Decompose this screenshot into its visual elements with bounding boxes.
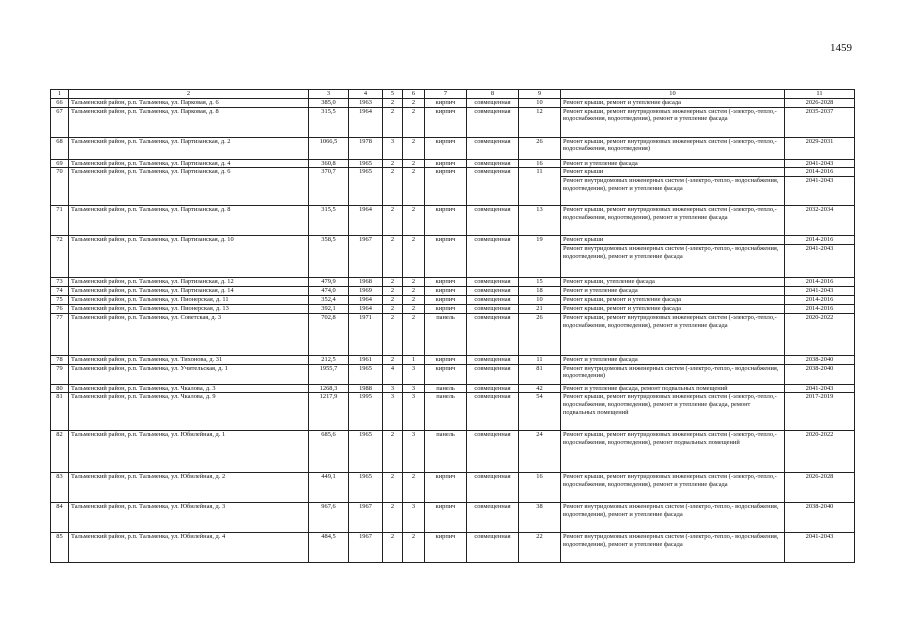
header-cell: 4: [349, 90, 383, 99]
repair-works-cell: [561, 168, 785, 206]
table-row: [51, 431, 855, 473]
repair-period-item: 2041-2043: [785, 244, 854, 253]
row-number: 75: [51, 296, 69, 305]
header-cell: 2: [69, 90, 309, 99]
repair-works-cell: [561, 304, 785, 313]
row-number: 78: [51, 355, 69, 364]
apartments-cell: 12: [519, 107, 561, 137]
repair-works-cell: [561, 137, 785, 159]
wall-material-cell: кирпич: [425, 473, 467, 503]
floors-cell: 2: [383, 236, 403, 278]
address-cell: Тальменский район, р.п. Тальменка, ул. Партизанская, д. 14: [69, 287, 309, 296]
header-cell: 10: [561, 90, 785, 99]
entrances-cell: 2: [403, 296, 425, 305]
wall-material-cell: кирпич: [425, 296, 467, 305]
repair-period-item: 2026-2028: [805, 473, 834, 481]
header-cell: 6: [403, 90, 425, 99]
table-row: [51, 304, 855, 313]
roof-type-cell: совмещенная: [467, 296, 519, 305]
apartments-cell: 26: [519, 137, 561, 159]
apartments-cell: 16: [519, 473, 561, 503]
wall-material-cell: кирпич: [425, 159, 467, 168]
floors-cell: 2: [383, 473, 403, 503]
repair-period-item: 2014-2016: [805, 304, 834, 312]
area-cell: 358,5: [309, 236, 349, 278]
year-cell: 1968: [349, 278, 383, 287]
address-cell: Тальменский район, р.п. Тальменка, ул. Тихонова, д. 31: [69, 355, 309, 364]
entrances-cell: 2: [403, 206, 425, 236]
repair-period-cell: [785, 304, 855, 313]
repair-work-item: Ремонт крыши, ремонт внутридомовых инженерных систем (-электро,-тепло,- водоснабжения, водоотведения), ремонт и утепление фасада: [563, 107, 777, 123]
row-number: 68: [51, 137, 69, 159]
header-row: [51, 90, 855, 99]
area-cell: 685,6: [309, 431, 349, 473]
floors-cell: 2: [383, 98, 403, 107]
repair-period-cell: [785, 287, 855, 296]
row-number: 71: [51, 206, 69, 236]
repair-works-cell: [561, 98, 785, 107]
address-cell: Тальменский район, р.п. Тальменка, ул. Партизанская, д. 8: [69, 206, 309, 236]
entrances-cell: 2: [403, 304, 425, 313]
page-number: 1459: [830, 42, 852, 54]
repair-period-item: 2041-2043: [805, 287, 834, 295]
year-cell: 1965: [349, 168, 383, 206]
year-cell: 1967: [349, 236, 383, 278]
address-cell: Тальменский район, р.п. Тальменка, ул. Парковая, д. 8: [69, 107, 309, 137]
table-row: [51, 159, 855, 168]
roof-type-cell: совмещенная: [467, 533, 519, 563]
table-row: [51, 384, 855, 393]
floors-cell: 2: [383, 159, 403, 168]
repair-works-cell: [561, 278, 785, 287]
repair-period-item: 2038-2040: [805, 364, 834, 372]
area-cell: 370,7: [309, 168, 349, 206]
year-cell: 1961: [349, 355, 383, 364]
apartments-cell: 26: [519, 313, 561, 355]
entrances-cell: 3: [403, 431, 425, 473]
repair-works-cell: [561, 287, 785, 296]
entrances-cell: 3: [403, 384, 425, 393]
apartments-cell: 11: [519, 355, 561, 364]
wall-material-cell: кирпич: [425, 107, 467, 137]
year-cell: 1965: [349, 473, 383, 503]
row-number: 84: [51, 503, 69, 533]
floors-cell: 4: [383, 364, 403, 384]
repair-period-cell: [785, 533, 855, 563]
entrances-cell: 2: [403, 98, 425, 107]
row-number: 72: [51, 236, 69, 278]
repair-period-cell: [785, 364, 855, 384]
repair-period-cell: [785, 355, 855, 364]
year-cell: 1964: [349, 304, 383, 313]
header-cell: 5: [383, 90, 403, 99]
address-cell: Тальменский район, р.п. Тальменка, ул. Пионерская, д. 11: [69, 296, 309, 305]
repair-works-cell: [561, 206, 785, 236]
year-cell: 1978: [349, 137, 383, 159]
wall-material-cell: кирпич: [425, 533, 467, 563]
header-cell: 1: [51, 90, 69, 99]
repair-work-item: Ремонт и утепление фасада: [563, 355, 638, 363]
address-cell: Тальменский район, р.п. Тальменка, ул. Пионерская, д. 13: [69, 304, 309, 313]
repair-works-cell: [561, 431, 785, 473]
roof-type-cell: совмещенная: [467, 206, 519, 236]
repair-works-cell: [561, 107, 785, 137]
year-cell: 1971: [349, 313, 383, 355]
repair-period-item: 2038-2040: [805, 355, 834, 363]
wall-material-cell: кирпич: [425, 98, 467, 107]
repair-period-cell: [785, 384, 855, 393]
floors-cell: 2: [383, 533, 403, 563]
apartments-cell: 18: [519, 287, 561, 296]
repair-period-cell: [785, 137, 855, 159]
year-cell: 1965: [349, 159, 383, 168]
repair-works-cell: [561, 236, 785, 278]
repair-work-item: Ремонт крыши, ремонт внутридомовых инженерных систем (-электро,-тепло,- водоснабжения, водоотведения), ремонт и утепление фасада: [563, 313, 777, 329]
row-number: 73: [51, 278, 69, 287]
floors-cell: 2: [383, 503, 403, 533]
row-number: 69: [51, 159, 69, 168]
year-cell: 1988: [349, 384, 383, 393]
wall-material-cell: кирпич: [425, 355, 467, 364]
repair-works-cell: [561, 313, 785, 355]
entrances-cell: 2: [403, 107, 425, 137]
entrances-cell: 2: [403, 287, 425, 296]
header-cell: 7: [425, 90, 467, 99]
address-cell: Тальменский район, р.п. Тальменка, ул. Партизанская, д. 2: [69, 137, 309, 159]
repair-work-item: Ремонт крыши, ремонт и утепление фасада: [563, 304, 681, 312]
repair-period-cell: [785, 168, 855, 206]
repair-works-cell: [561, 473, 785, 503]
area-cell: 967,6: [309, 503, 349, 533]
apartments-cell: 38: [519, 503, 561, 533]
area-cell: 360,8: [309, 159, 349, 168]
wall-material-cell: кирпич: [425, 364, 467, 384]
repair-work-item: Ремонт крыши, ремонт внутридомовых инженерных систем (-электро,-тепло,- водоснабжения, водоотведения), ремонт и утепление фасада: [563, 206, 777, 222]
repair-period-item: 2017-2019: [805, 393, 834, 401]
wall-material-cell: кирпич: [425, 168, 467, 206]
year-cell: 1964: [349, 296, 383, 305]
apartments-cell: 10: [519, 296, 561, 305]
table-row: [51, 107, 855, 137]
floors-cell: 2: [383, 304, 403, 313]
row-number: 85: [51, 533, 69, 563]
repair-work-item: Ремонт и утепление фасада: [563, 159, 638, 167]
row-number: 81: [51, 393, 69, 431]
repair-period-item: 2041-2043: [805, 533, 834, 541]
area-cell: 352,4: [309, 296, 349, 305]
apartments-cell: 10: [519, 98, 561, 107]
entrances-cell: 3: [403, 503, 425, 533]
repair-work-item: Ремонт крыши: [563, 236, 604, 244]
header-cell: 8: [467, 90, 519, 99]
repair-work-item: Ремонт крыши, ремонт внутридомовых инженерных систем (-электро,-тепло,- водоснабжения, водоотведения), ремонт подвальных помещений: [563, 431, 777, 447]
repair-period-item: 2041-2043: [805, 159, 834, 167]
floors-cell: 2: [383, 168, 403, 206]
repair-period-item: 2020-2022: [805, 431, 834, 439]
repair-period-cell: [785, 107, 855, 137]
repair-works-cell: [561, 364, 785, 384]
wall-material-cell: кирпич: [425, 304, 467, 313]
table-row: [51, 137, 855, 159]
table-body: [51, 90, 855, 563]
repair-period-item: 2035-2037: [805, 107, 834, 115]
wall-material-cell: кирпич: [425, 278, 467, 287]
row-number: 83: [51, 473, 69, 503]
repair-period-cell: [785, 98, 855, 107]
roof-type-cell: совмещенная: [467, 503, 519, 533]
repair-period-item: 2041-2043: [805, 384, 834, 392]
area-cell: 315,5: [309, 206, 349, 236]
floors-cell: 2: [383, 296, 403, 305]
wall-material-cell: панель: [425, 393, 467, 431]
entrances-cell: 2: [403, 137, 425, 159]
repair-work-item: Ремонт крыши, ремонт и утепление фасада: [563, 296, 681, 304]
roof-type-cell: совмещенная: [467, 236, 519, 278]
year-cell: 1967: [349, 503, 383, 533]
area-cell: 315,5: [309, 107, 349, 137]
table-row: [51, 364, 855, 384]
entrances-cell: 2: [403, 236, 425, 278]
apartments-cell: 13: [519, 206, 561, 236]
apartments-cell: 16: [519, 159, 561, 168]
table-row: [51, 98, 855, 107]
entrances-cell: 3: [403, 364, 425, 384]
floors-cell: 3: [383, 384, 403, 393]
repair-work-item: Ремонт крыши, ремонт внутридомовых инженерных систем (-электро,-тепло,- водоснабжения, водоотведения): [563, 137, 777, 153]
year-cell: 1965: [349, 431, 383, 473]
address-cell: Тальменский район, р.п. Тальменка, ул. Парковая, д. 6: [69, 98, 309, 107]
floors-cell: 2: [383, 431, 403, 473]
address-cell: Тальменский район, р.п. Тальменка, ул. Партизанская, д. 6: [69, 168, 309, 206]
area-cell: 392,1: [309, 304, 349, 313]
repair-works-cell: [561, 159, 785, 168]
wall-material-cell: панель: [425, 431, 467, 473]
repair-work-item: Ремонт крыши, ремонт и утепление фасада: [563, 98, 681, 106]
roof-type-cell: совмещенная: [467, 313, 519, 355]
repair-work-item: Ремонт внутридомовых инженерных систем (-электро,-тепло,- водоснабжения, водоотведения), ремонт и утепление фасада: [563, 503, 779, 519]
roof-type-cell: совмещенная: [467, 393, 519, 431]
repair-period-item: 2014-2016: [805, 236, 834, 244]
entrances-cell: 2: [403, 533, 425, 563]
entrances-cell: 3: [403, 393, 425, 431]
wall-material-cell: панель: [425, 384, 467, 393]
roof-type-cell: совмещенная: [467, 287, 519, 296]
floors-cell: 3: [383, 137, 403, 159]
repair-schedule-table: [50, 89, 855, 563]
table-row: [51, 355, 855, 364]
repair-period-item: 2032-2034: [805, 206, 834, 214]
table-row: [51, 533, 855, 563]
area-cell: 474,0: [309, 287, 349, 296]
area-cell: 484,5: [309, 533, 349, 563]
roof-type-cell: совмещенная: [467, 304, 519, 313]
floors-cell: 3: [383, 393, 403, 431]
address-cell: Тальменский район, р.п. Тальменка, ул. Советская, д. 3: [69, 313, 309, 355]
row-number: 80: [51, 384, 69, 393]
floors-cell: 2: [383, 206, 403, 236]
apartments-cell: 54: [519, 393, 561, 431]
repair-period-cell: [785, 206, 855, 236]
apartments-cell: 11: [519, 168, 561, 206]
address-cell: Тальменский район, р.п. Тальменка, ул. Юбилейная, д. 3: [69, 503, 309, 533]
area-cell: 479,9: [309, 278, 349, 287]
repair-period-item: 2014-2016: [805, 296, 834, 304]
repair-works-cell: [561, 393, 785, 431]
repair-work-item: Ремонт крыши, ремонт внутридомовых инженерных систем (-электро,-тепло,- водоснабжения, водоотведения), ремонт и утепление фасада, ремонт подвальных помещений: [563, 393, 777, 416]
repair-period-item: 2038-2040: [805, 503, 834, 511]
year-cell: 1967: [349, 533, 383, 563]
repair-period-item: 2020-2022: [805, 313, 834, 321]
table-row: [51, 278, 855, 287]
wall-material-cell: кирпич: [425, 503, 467, 533]
table-row: [51, 393, 855, 431]
entrances-cell: 2: [403, 313, 425, 355]
area-cell: 702,8: [309, 313, 349, 355]
row-number: 66: [51, 98, 69, 107]
roof-type-cell: совмещенная: [467, 431, 519, 473]
apartments-cell: 24: [519, 431, 561, 473]
floors-cell: 2: [383, 355, 403, 364]
repair-period-item: 2029-2031: [805, 137, 834, 145]
repair-work-item: Ремонт внутридомовых инженерных систем (-электро,-тепло,- водоснабжения, водоотведения), ремонт и утепление фасада: [561, 244, 784, 261]
address-cell: Тальменский район, р.п. Тальменка, ул. Партизанская, д. 12: [69, 278, 309, 287]
table-row: [51, 473, 855, 503]
repair-period-cell: [785, 313, 855, 355]
area-cell: 449,1: [309, 473, 349, 503]
repair-work-item: Ремонт внутридомовых инженерных систем (-электро,-тепло,- водоснабжения, водоотведения), ремонт и утепление фасада: [563, 533, 779, 549]
floors-cell: 2: [383, 313, 403, 355]
repair-period-cell: [785, 236, 855, 278]
address-cell: Тальменский район, р.п. Тальменка, ул. Учительская, д. 1: [69, 364, 309, 384]
repair-period-cell: [785, 473, 855, 503]
repair-period-item: 2014-2016: [805, 278, 834, 286]
address-cell: Тальменский район, р.п. Тальменка, ул. Юбилейная, д. 2: [69, 473, 309, 503]
repair-works-cell: [561, 384, 785, 393]
table-row: [51, 287, 855, 296]
area-cell: 1217,9: [309, 393, 349, 431]
roof-type-cell: совмещенная: [467, 473, 519, 503]
roof-type-cell: совмещенная: [467, 364, 519, 384]
row-number: 82: [51, 431, 69, 473]
apartments-cell: 42: [519, 384, 561, 393]
year-cell: 1964: [349, 107, 383, 137]
repair-period-cell: [785, 393, 855, 431]
repair-work-item: Ремонт крыши, ремонт внутридомовых инженерных систем (-электро,-тепло,- водоснабжения, водоотведения), ремонт и утепление фасада: [563, 473, 777, 489]
address-cell: Тальменский район, р.п. Тальменка, ул. Чкалова, д. 9: [69, 393, 309, 431]
entrances-cell: 2: [403, 473, 425, 503]
header-cell: 9: [519, 90, 561, 99]
apartments-cell: 21: [519, 304, 561, 313]
roof-type-cell: совмещенная: [467, 159, 519, 168]
roof-type-cell: совмещенная: [467, 98, 519, 107]
floors-cell: 2: [383, 107, 403, 137]
address-cell: Тальменский район, р.п. Тальменка, ул. Юбилейная, д. 1: [69, 431, 309, 473]
address-cell: Тальменский район, р.п. Тальменка, ул. Партизанская, д. 10: [69, 236, 309, 278]
header-cell: 3: [309, 90, 349, 99]
table-row: [51, 296, 855, 305]
wall-material-cell: панель: [425, 313, 467, 355]
repair-work-item: Ремонт и утепление фасада: [563, 287, 638, 295]
apartments-cell: 19: [519, 236, 561, 278]
row-number: 76: [51, 304, 69, 313]
repair-work-item: Ремонт крыши: [563, 168, 604, 176]
repair-period-cell: [785, 431, 855, 473]
wall-material-cell: кирпич: [425, 137, 467, 159]
area-cell: 212,5: [309, 355, 349, 364]
area-cell: 385,0: [309, 98, 349, 107]
repair-period-item: 2026-2028: [805, 98, 834, 106]
table-row: [51, 503, 855, 533]
repair-works-cell: [561, 355, 785, 364]
repair-work-item: Ремонт и утепление фасада, ремонт подвальных помещений: [563, 384, 728, 392]
address-cell: Тальменский район, р.п. Тальменка, ул. Чкалова, д. 3: [69, 384, 309, 393]
entrances-cell: 1: [403, 355, 425, 364]
header-cell: 11: [785, 90, 855, 99]
area-cell: 1955,7: [309, 364, 349, 384]
entrances-cell: 2: [403, 278, 425, 287]
repair-work-item: Ремонт внутридомовых инженерных систем (-электро,-тепло,- водоснабжения, водоотведения): [563, 364, 779, 380]
address-cell: Тальменский район, р.п. Тальменка, ул. Партизанская, д. 4: [69, 159, 309, 168]
repair-period-item: 2014-2016: [805, 168, 834, 176]
entrances-cell: 2: [403, 168, 425, 206]
apartments-cell: 15: [519, 278, 561, 287]
repair-period-cell: [785, 503, 855, 533]
table-row: [51, 313, 855, 355]
roof-type-cell: совмещенная: [467, 355, 519, 364]
roof-type-cell: совмещенная: [467, 168, 519, 206]
repair-work-item: Ремонт крыши, утепление фасада: [563, 278, 655, 286]
repair-work-item: Ремонт внутридомовых инженерных систем (-электро,-тепло,- водоснабжения, водоотведения), ремонт и утепление фасада: [561, 176, 784, 193]
year-cell: 1965: [349, 364, 383, 384]
wall-material-cell: кирпич: [425, 287, 467, 296]
apartments-cell: 22: [519, 533, 561, 563]
area-cell: 1268,3: [309, 384, 349, 393]
floors-cell: 2: [383, 287, 403, 296]
roof-type-cell: совмещенная: [467, 278, 519, 287]
table-row: [51, 206, 855, 236]
roof-type-cell: совмещенная: [467, 107, 519, 137]
repair-works-cell: [561, 503, 785, 533]
apartments-cell: 81: [519, 364, 561, 384]
roof-type-cell: совмещенная: [467, 137, 519, 159]
repair-period-cell: [785, 159, 855, 168]
wall-material-cell: кирпич: [425, 206, 467, 236]
area-cell: 1066,5: [309, 137, 349, 159]
roof-type-cell: совмещенная: [467, 384, 519, 393]
row-number: 77: [51, 313, 69, 355]
repair-period-item: 2041-2043: [785, 176, 854, 185]
year-cell: 1969: [349, 287, 383, 296]
entrances-cell: 2: [403, 159, 425, 168]
year-cell: 1995: [349, 393, 383, 431]
row-number: 79: [51, 364, 69, 384]
row-number: 67: [51, 107, 69, 137]
wall-material-cell: кирпич: [425, 236, 467, 278]
year-cell: 1964: [349, 206, 383, 236]
repair-period-cell: [785, 278, 855, 287]
table-row: [51, 168, 855, 206]
row-number: 70: [51, 168, 69, 206]
repair-works-cell: [561, 533, 785, 563]
repair-works-cell: [561, 296, 785, 305]
floors-cell: 2: [383, 278, 403, 287]
year-cell: 1963: [349, 98, 383, 107]
address-cell: Тальменский район, р.п. Тальменка, ул. Юбилейная, д. 4: [69, 533, 309, 563]
table-row: [51, 236, 855, 278]
repair-period-cell: [785, 296, 855, 305]
row-number: 74: [51, 287, 69, 296]
